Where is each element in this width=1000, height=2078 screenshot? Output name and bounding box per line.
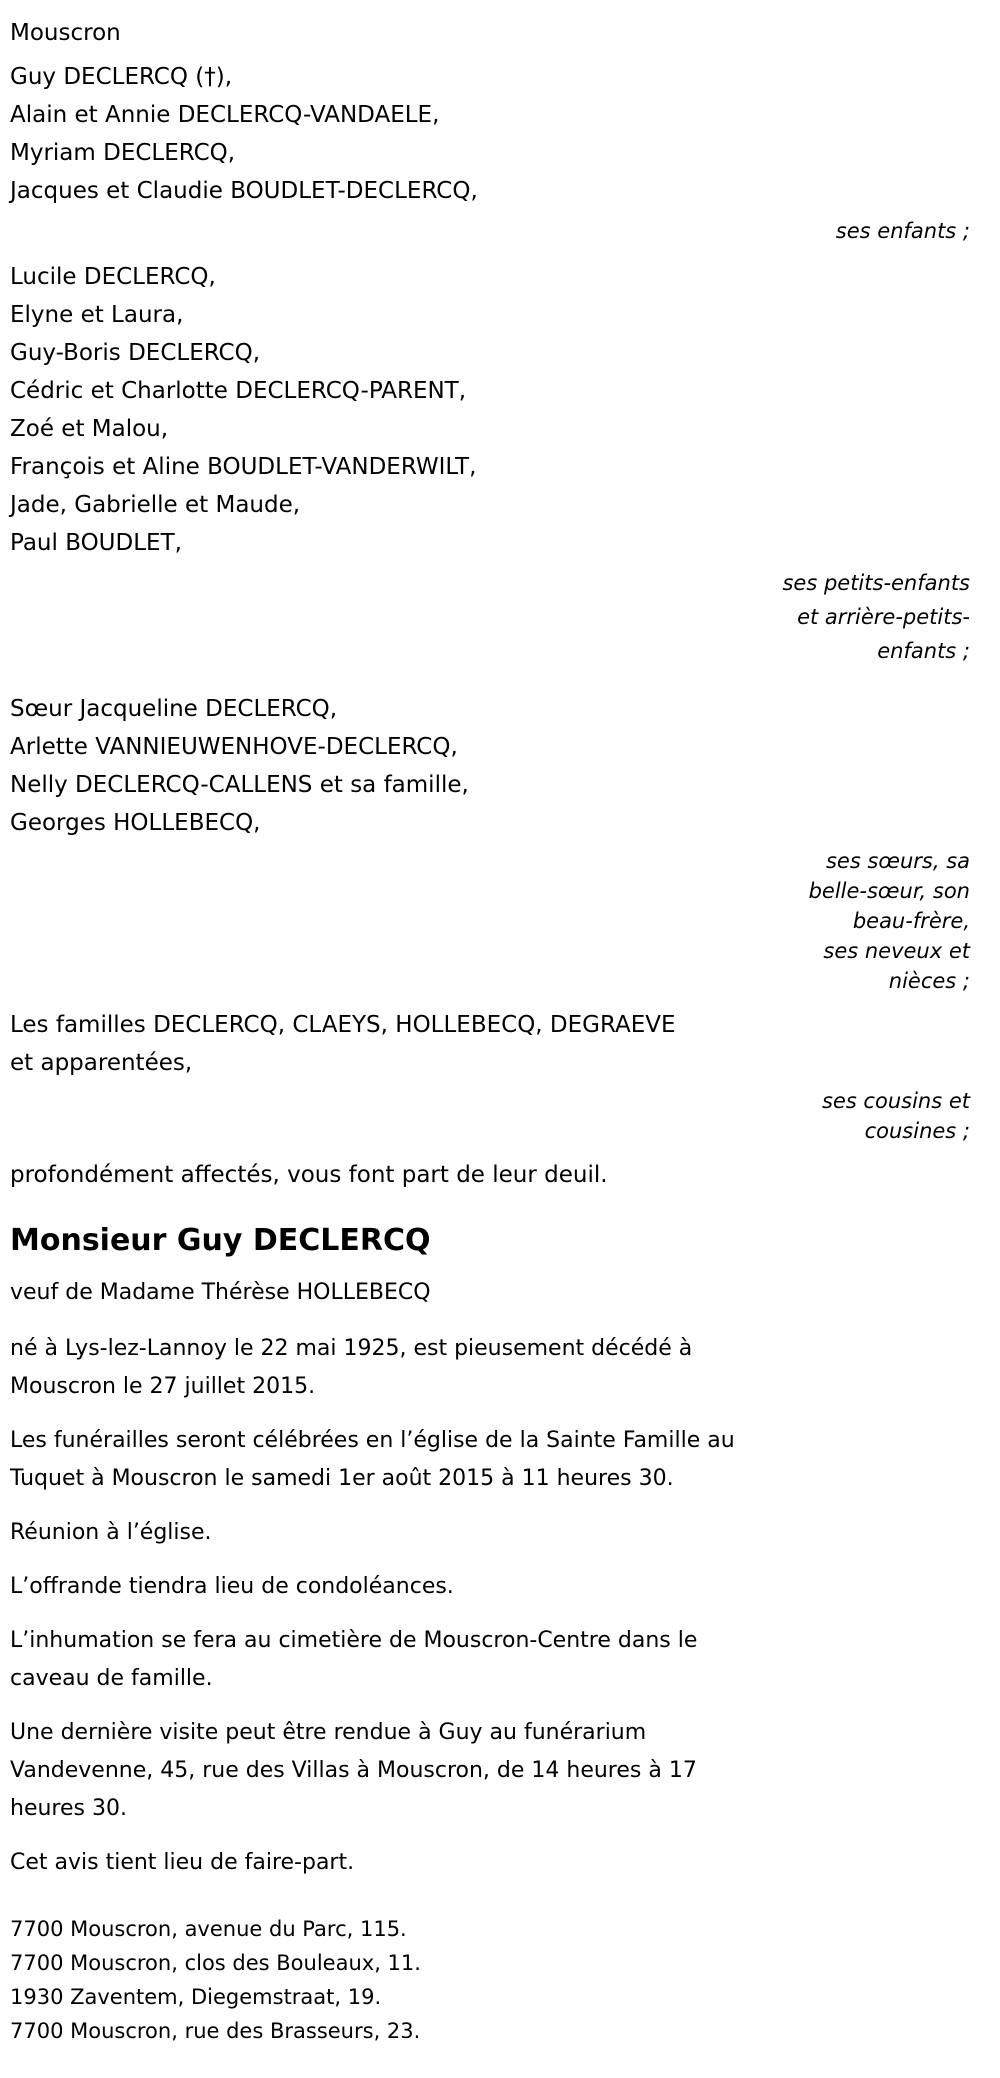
list-item: Cédric et Charlotte DECLERCQ-PARENT,	[10, 378, 467, 404]
spacer	[10, 678, 978, 690]
relationship-line: cousines ;	[864, 1119, 970, 1143]
relationship-line: nièces ;	[888, 969, 970, 993]
name-list	[10, 690, 978, 842]
name-list	[10, 58, 978, 210]
relationship-line: ses cousins et	[821, 1089, 970, 1113]
relationship-line: belle-sœur, son	[808, 879, 970, 903]
list-item: Sœur Jacqueline DECLERCQ,	[10, 696, 338, 722]
list-item: Myriam DECLERCQ,	[10, 140, 236, 166]
paragraph-notice: Cet avis tient lieu de faire-part.	[10, 1850, 355, 1875]
list-item: Arlette VANNIEUWENHOVE-DECLERCQ,	[10, 734, 458, 760]
paragraph-visitation: Une dernière visite peut être rendue à Guy au funérarium Vandevenne, 45, rue des Villas à Mouscron, de 14 heures à 17 heures 30.	[10, 1720, 697, 1821]
list-item: Guy-Boris DECLERCQ,	[10, 340, 261, 366]
family-group-sisters	[10, 690, 978, 996]
relationship-line: ses petits-enfants	[782, 571, 970, 595]
list-item: Elyne et Laura,	[10, 302, 184, 328]
list-item: 1930 Zaventem, Diegemstraat, 19.	[10, 1985, 382, 2009]
list-item: Lucile DECLERCQ,	[10, 264, 216, 290]
spouse-line: veuf de Madame Thérèse HOLLEBECQ	[10, 1280, 431, 1305]
family-group-cousins	[10, 1006, 978, 1146]
relationship-label	[10, 214, 978, 248]
relationship-line: et arrière-petits-	[797, 605, 970, 629]
list-item: 7700 Mouscron, clos des Bouleaux, 11.	[10, 1951, 421, 1975]
relationship-label	[10, 1086, 978, 1146]
list-item: Guy DECLERCQ (†),	[10, 64, 233, 90]
relationship-line: ses neveux et	[823, 939, 970, 963]
name-list	[10, 258, 978, 562]
relationship-line: beau-frère,	[852, 909, 970, 933]
paragraph-funeral: Les funérailles seront célébrées en l’église de la Sainte Famille au Tuquet à Mouscron le samedi 1er août 2015 à 11 heures 30.	[10, 1428, 735, 1491]
paragraph-gathering: Réunion à l’église.	[10, 1520, 212, 1545]
relationship-line: enfants ;	[877, 639, 970, 663]
list-item: 7700 Mouscron, avenue du Parc, 115.	[10, 1917, 407, 1941]
relationship-line: ses enfants ;	[835, 219, 970, 243]
family-group-children	[10, 58, 978, 248]
family-group-grandchildren	[10, 258, 978, 668]
relationship-label	[10, 566, 978, 668]
paragraph-offering: L’offrande tiendra lieu de condoléances.	[10, 1574, 454, 1599]
relationship-label	[10, 846, 978, 996]
statement-line: profondément affectés, vous font part de leur deuil.	[10, 1162, 608, 1188]
list-item: Les familles DECLERCQ, CLAEYS, HOLLEBECQ, DEGRAEVE	[10, 1012, 676, 1038]
list-item: 7700 Mouscron, rue des Brasseurs, 23.	[10, 2019, 421, 2043]
list-item: et apparentées,	[10, 1050, 193, 1076]
name-list	[10, 1006, 978, 1082]
list-item: Jade, Gabrielle et Maude,	[10, 492, 301, 518]
list-item: Georges HOLLEBECQ,	[10, 810, 261, 836]
list-item: Zoé et Malou,	[10, 416, 169, 442]
list-item: Jacques et Claudie BOUDLET-DECLERCQ,	[10, 178, 478, 204]
list-item: Paul BOUDLET,	[10, 530, 182, 556]
relationship-line: ses sœurs, sa	[825, 849, 970, 873]
address-list	[10, 1912, 978, 2048]
list-item: Alain et Annie DECLERCQ-VANDAELE,	[10, 102, 440, 128]
list-item: François et Aline BOUDLET-VANDERWILT,	[10, 454, 477, 480]
deceased-name: Monsieur Guy DECLERCQ	[10, 1223, 431, 1258]
city-line: Mouscron	[10, 20, 121, 46]
paragraph-birth-death: né à Lys-lez-Lannoy le 22 mai 1925, est pieusement décédé à Mouscron le 27 juillet 2015.	[10, 1336, 693, 1399]
list-item: Nelly DECLERCQ-CALLENS et sa famille,	[10, 772, 469, 798]
paragraph-burial: L’inhumation se fera au cimetière de Mouscron-Centre dans le caveau de famille.	[10, 1628, 698, 1691]
